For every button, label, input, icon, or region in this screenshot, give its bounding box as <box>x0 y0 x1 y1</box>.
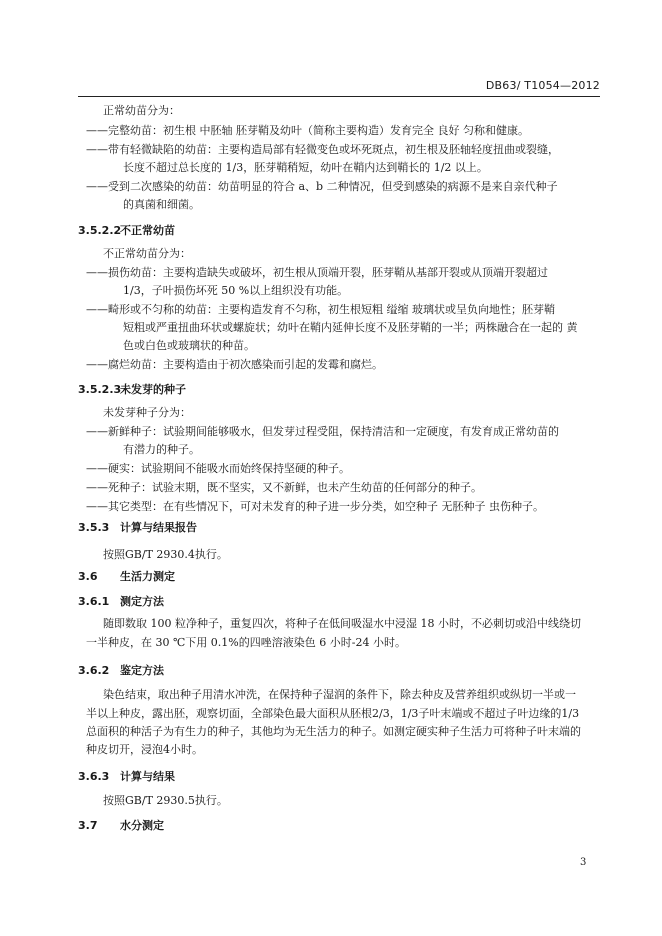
section-number: 3.5.2.2 <box>78 224 122 237</box>
section-heading <box>78 819 164 833</box>
section-number: 3.7 <box>78 819 98 832</box>
paragraph-line: ——硬实：试验期间不能吸水而始终保持坚硬的种子。 <box>86 462 350 475</box>
paragraph-line: ——带有轻微缺陷的幼苗：主要构造局部有轻微变色或坏死斑点，初生根及胚轴轻度扭曲或裂缝， <box>86 143 559 156</box>
paragraph-line: 不正常幼苗分为： <box>103 247 191 260</box>
header-rule <box>78 96 600 97</box>
paragraph-line: 未发芽种子分为： <box>103 406 191 419</box>
section-heading <box>78 664 164 678</box>
paragraph-line: ——腐烂幼苗：主要构造由于初次感染而引起的发霉和腐烂。 <box>86 358 383 371</box>
paragraph-line: ——死种子：试验末期，既不坚实，又不新鲜，也未产生幼苗的任何部分的种子。 <box>86 481 482 494</box>
section-heading <box>78 595 164 609</box>
section-heading <box>78 521 197 535</box>
paragraph-line: ——完整幼苗：初生根 中胚轴 胚芽鞘及幼叶（简称主要构造）发育完全 良好 匀称和健康。 <box>86 124 529 137</box>
paragraph-line: 色或白色或玻璃状的种苗。 <box>123 339 255 352</box>
paragraph-line: 长度不超过总长度的 1/3，胚芽鞘稍短，幼叶在鞘内达到鞘长的 1/2 以上。 <box>123 161 488 174</box>
section-number: 3.6.2 <box>78 664 110 677</box>
paragraph-line: 正常幼苗分为： <box>103 104 180 117</box>
section-heading <box>78 224 175 238</box>
document-code: DB63/ T1054—2012 <box>485 79 600 92</box>
section-title: 鉴定方法 <box>120 664 164 677</box>
section-title: 测定方法 <box>120 595 164 608</box>
paragraph-line: 的真菌和细菌。 <box>123 198 200 211</box>
paragraph-line: 按照GB/T 2930.4执行。 <box>103 548 228 561</box>
section-number: 3.6.3 <box>78 770 110 783</box>
paragraph-line: 随即数取 100 粒净种子，重复四次，将种子在低间吸湿水中浸湿 18 小时，不必刺切或沿中线绕切 <box>103 617 581 630</box>
paragraph-line: ——受到二次感染的幼苗：幼苗明显的符合 a、b 二种情况，但受到感染的病源不是来自亲代种子 <box>86 180 558 193</box>
paragraph-line: ——其它类型：在有些情况下，可对未发育的种子进一步分类，如空种子 无胚种子 虫伤种子。 <box>86 500 544 513</box>
paragraph-line: 有潜力的种子。 <box>123 443 200 456</box>
section-number: 3.6 <box>78 570 98 583</box>
paragraph-line: 种皮切开，浸泡4小时。 <box>86 743 203 756</box>
paragraph-line: 总面积的种活子为有生力的种子，其他均为无生活力的种子。如测定硬实种子生活力可将种子叶末端的 <box>86 725 581 738</box>
paragraph-line: ——损伤幼苗：主要构造缺失或破坏，初生根从顶端开裂，胚芽鞘从基部开裂或从顶端开裂超过 <box>86 266 548 279</box>
paragraph-line: 按照GB/T 2930.5执行。 <box>103 794 228 807</box>
paragraph-line: 染色结束，取出种子用清水冲洗，在保持种子湿润的条件下，除去种皮及营养组织或纵切一半或一 <box>103 688 576 701</box>
section-number: 3.5.3 <box>78 521 110 534</box>
section-heading <box>78 383 186 397</box>
paragraph-line: 半以上种皮，露出胚，观察切面，全部染色最大面积从胚根2/3，1/3子叶末端或不超过子叶边缘的1/3 <box>86 707 580 720</box>
section-title: 计算与结果 <box>120 770 175 783</box>
section-title: 计算与结果报告 <box>120 521 197 534</box>
section-title: 不正常幼苗 <box>120 224 175 237</box>
paragraph-line: 1/3，子叶损伤坏死 50 %以上组织没有功能。 <box>123 284 349 297</box>
section-number: 3.5.2.3 <box>78 383 122 396</box>
section-heading <box>78 770 175 784</box>
paragraph-line: 短粗或严重扭曲环状或螺旋状；幼叶在鞘内延伸长度不及胚芽鞘的一半；两株融合在一起的 黄 <box>123 321 578 334</box>
section-number: 3.6.1 <box>78 595 110 608</box>
paragraph-line: 一半种皮，在 30 ℃下用 0.1%的四唑溶液染色 6 小时-24 小时。 <box>86 636 406 649</box>
section-title: 生活力测定 <box>120 570 175 583</box>
paragraph-line: ——畸形或不匀称的幼苗：主要构造发育不匀称，初生根短粗 缢缩 玻璃状或呈负向地性；胚芽鞘 <box>86 303 555 316</box>
paragraph-line: ——新鲜种子：试验期间能够吸水，但发芽过程受阻，保持清洁和一定硬度，有发育成正常幼苗的 <box>86 425 559 438</box>
section-title: 未发芽的种子 <box>120 383 186 396</box>
section-title: 水分测定 <box>120 819 164 832</box>
section-heading <box>78 570 175 584</box>
page-number: 3 <box>580 857 587 868</box>
